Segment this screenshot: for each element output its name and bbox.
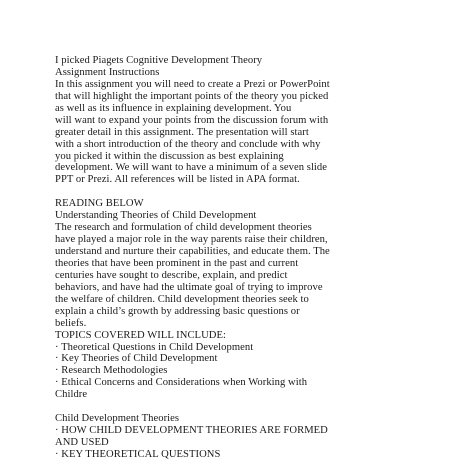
reading-section	[55, 198, 400, 401]
text-line: have played a major role in the way parents raise their children,	[55, 234, 328, 246]
text-line: centuries have sought to describe, explain, and predict	[55, 269, 288, 281]
text-line: development. We will want to have a minimum of a seven slide	[55, 162, 328, 174]
intro-section	[55, 55, 400, 186]
text-line: · Key Theories of Child Development	[55, 353, 218, 365]
text-line: PPT or Prezi. All references will be listed in APA format.	[55, 174, 300, 186]
text-line: will want to expand your points from the discussion forum with	[55, 114, 329, 126]
text-line: · Research Methodologies	[55, 365, 168, 377]
text-line: Child Development Theories	[55, 413, 180, 425]
paragraph-gap	[55, 186, 400, 198]
text-line: READING BELOW	[55, 198, 144, 210]
text-line: theories that have been prominent in the past and current	[55, 257, 299, 269]
paragraph-gap	[55, 401, 400, 413]
text-line: beliefs.	[55, 317, 87, 329]
theories-section	[55, 413, 400, 461]
text-line: greater detail in this assignment. The presentation will start	[55, 126, 309, 138]
text-line: · KEY THEORETICAL QUESTIONS	[55, 448, 221, 460]
text-line: as well as its influence in explaining development. You	[55, 102, 292, 114]
text-line: In this assignment you will need to create a Prezi or PowerPoint	[55, 78, 330, 90]
document-page	[55, 55, 400, 461]
text-line: The research and formulation of child development theories	[55, 222, 312, 234]
text-line: explain a child’s growth by addressing basic questions or	[55, 305, 300, 317]
text-line: · Theoretical Questions in Child Development	[55, 341, 254, 353]
text-line: · HOW CHILD DEVELOPMENT THEORIES ARE FORMED	[55, 425, 328, 437]
text-line: · Ethical Concerns and Considerations when Working with	[55, 377, 308, 389]
text-line: Understanding Theories of Child Development	[55, 210, 257, 222]
text-line: the welfare of children. Child development theories seek to	[55, 293, 309, 305]
text-line: I picked Piagets Cognitive Development Theory	[55, 55, 263, 66]
text-line: Assignment Instructions	[55, 66, 160, 78]
text-line: with a short introduction of the theory and conclude with why	[55, 138, 321, 150]
text-line: Childre	[55, 389, 88, 401]
text-line: AND USED	[55, 437, 109, 448]
text-line: you picked it within the discussion as best explaining	[55, 150, 284, 162]
text-line: behaviors, and have had the ultimate goal of trying to improve	[55, 281, 323, 293]
text-line: understand and nurture their capabilities, and educate them. The	[55, 246, 330, 257]
text-line: TOPICS COVERED WILL INCLUDE:	[55, 329, 226, 341]
text-line: that will highlight the important points of the theory you picked	[55, 90, 329, 102]
